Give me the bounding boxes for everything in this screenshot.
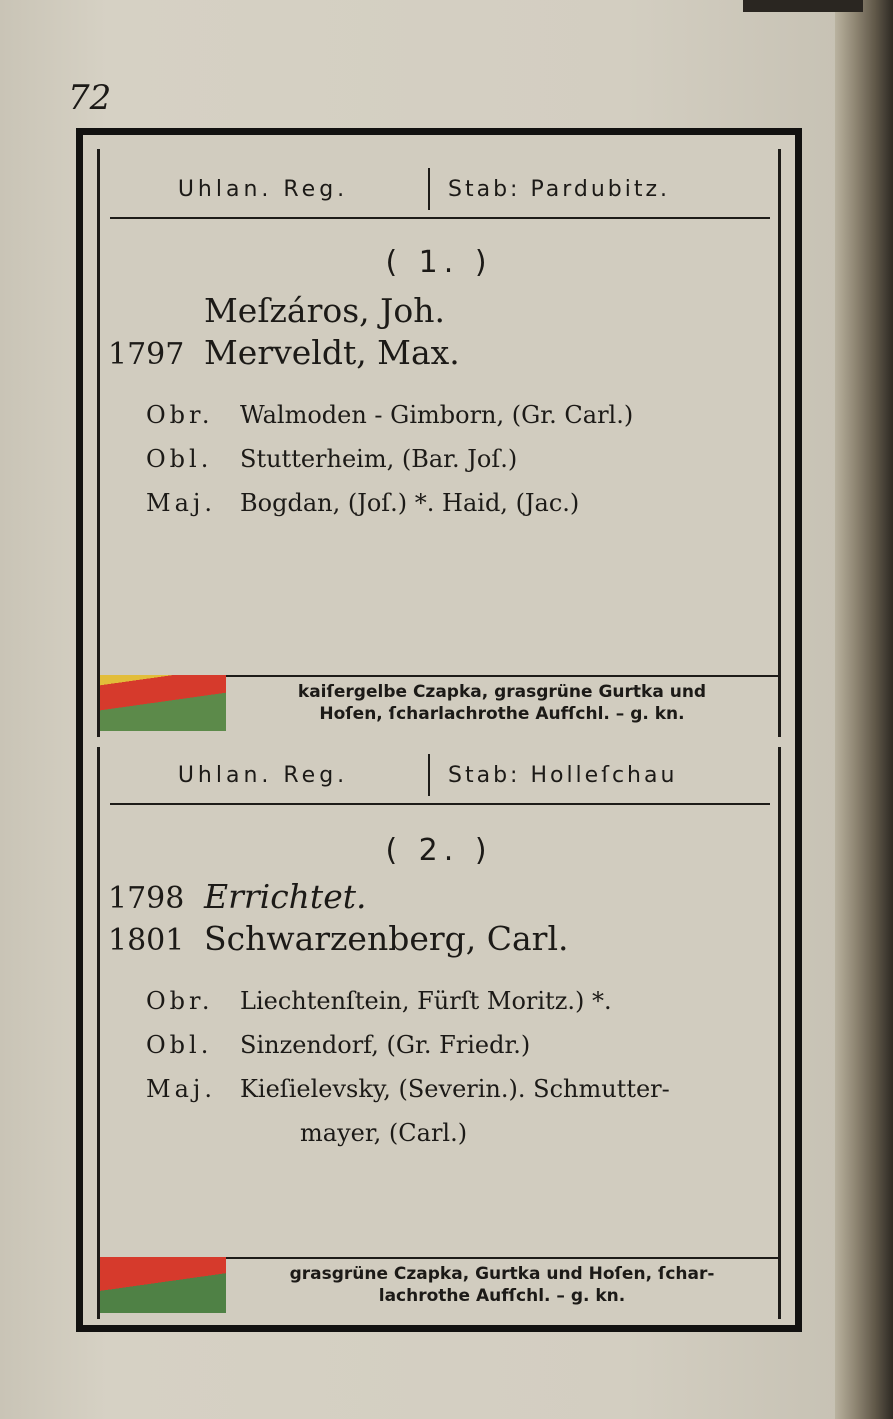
regiment-staff: Stab: Holleſchau [448,762,678,788]
officer-line [146,1075,670,1103]
officer-line [146,489,579,517]
book-gutter [835,0,893,1419]
officer-name: Liechtenſtein, Fürſt Moritz.) *. [240,987,612,1015]
regiment-number: ( 1. ) [385,245,493,280]
owner-name: Errichtet. [204,877,367,916]
officer-name: Sinzendorf, (Gr. Friedr.) [240,1031,531,1059]
legend-line: kaiſergelbe Czapka, grasgrüne Gurtka und [297,682,707,702]
owner-name: Merveldt, Max. [204,333,460,372]
officer-rank: Obr. [146,987,214,1015]
owner-line [108,877,366,916]
officer-rank: Obl. [146,445,213,473]
header-divider [428,168,430,210]
uniform-description [226,1257,778,1313]
owner-year: 1797 [108,337,185,372]
regiment-number: ( 2. ) [385,833,493,868]
legend-line: Hoſen, ſcharlachrothe Aufſchl. – g. kn. [319,704,685,724]
owner-year: 1798 [108,881,185,916]
officer-name: Bogdan, (Joſ.) *. Haid, (Jac.) [240,489,580,517]
officer-line [146,1031,530,1059]
regiment-entry-1 [97,149,781,737]
uniform-color-swatch [100,675,226,731]
uniform-legend [100,1257,778,1313]
officer-rank: Obl. [146,1031,213,1059]
uniform-description [226,675,778,731]
owner-year: 1801 [108,923,185,958]
officer-line [146,445,517,473]
uniform-color-swatch [100,1257,226,1313]
officer-name: Stutterheim, (Bar. Joſ.) [240,445,518,473]
owner-name: Meſzáros, Joh. [204,291,445,330]
regiment-type: Uhlan. Reg. [177,176,349,202]
regiment-header [110,161,770,219]
regiment-entry-2 [97,747,781,1319]
officer-name: Walmoden - Gimborn, (Gr. Carl.) [240,401,634,429]
page-edge [743,0,863,12]
officer-rank: Obr. [146,401,214,429]
officer-line [146,401,633,429]
page-number: 72 [68,78,112,118]
legend-line: lachrothe Aufſchl. – g. kn. [378,1286,626,1306]
owner-line [108,291,445,330]
register-frame [76,128,802,1332]
owner-line [108,333,460,372]
header-divider [428,754,430,796]
officer-name: Kieſielevsky, (Severin.). Schmutter- [240,1075,670,1103]
uniform-legend [100,675,778,731]
officer-continuation: mayer, (Carl.) [300,1119,468,1147]
officer-rank: Maj. [146,1075,216,1103]
legend-line: grasgrüne Czapka, Gurtka und Hoſen, ſchar- [289,1264,715,1284]
officer-rank: Maj. [146,489,216,517]
owner-line [108,919,568,958]
officer-line [146,987,612,1015]
regiment-type: Uhlan. Reg. [177,762,349,788]
regiment-header [110,747,770,805]
owner-name: Schwarzenberg, Carl. [204,919,569,958]
regiment-staff: Stab: Pardubitz. [448,176,671,202]
